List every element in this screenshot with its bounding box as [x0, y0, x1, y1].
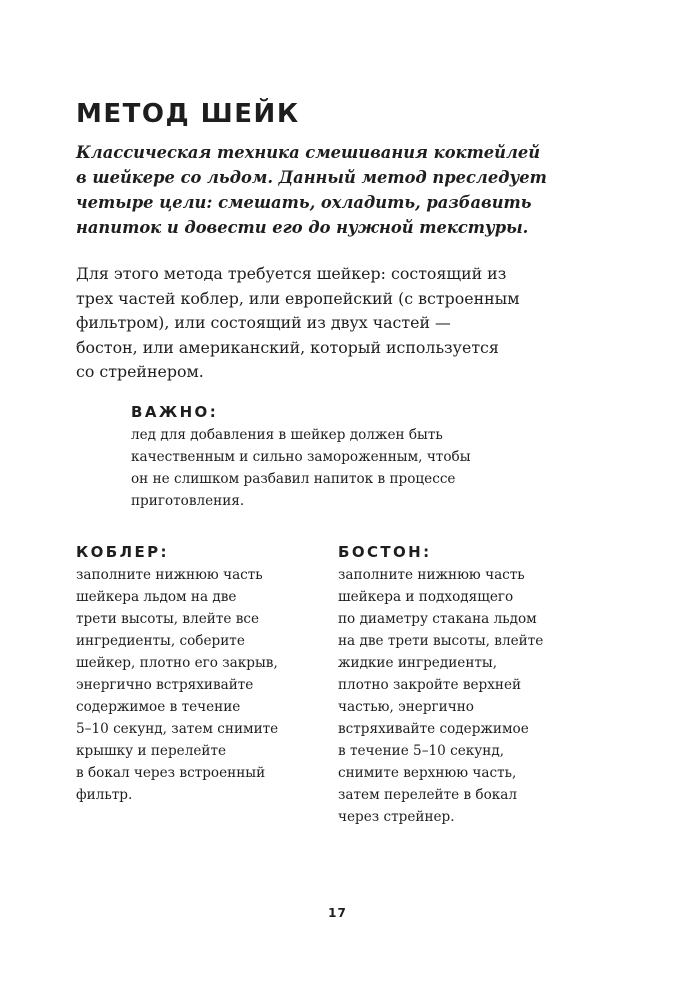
lead-line: четыре цели: смешать, охладить, разбавить: [76, 193, 532, 212]
boston-line: на две трети высоты, влейте: [338, 633, 544, 649]
cobbler-line: энергично встряхивайте: [76, 677, 254, 693]
cobbler-line: заполните нижнюю часть: [76, 567, 263, 583]
lead-line: Классическая техника смешивания коктейлей: [76, 143, 541, 162]
cobbler-line: 5–10 секунд, затем снимите: [76, 721, 279, 737]
cobbler-line: шейкер, плотно его закрыв,: [76, 655, 278, 671]
cobbler-section: [76, 540, 326, 806]
lead-line: в шейкере со льдом. Данный метод преследует: [76, 168, 547, 187]
note-line: лед для добавления в шейкер должен быть: [131, 427, 443, 443]
boston-line: плотно закройте верхней: [338, 677, 522, 693]
boston-label: БОСТОН:: [338, 543, 432, 561]
cobbler-line: фильтр.: [76, 787, 133, 803]
cobbler-line: содержимое в течение: [76, 699, 241, 715]
body-paragraph: [76, 262, 616, 385]
important-note-text: [131, 424, 571, 512]
body-line: фильтром), или состоящий из двух частей —: [76, 313, 451, 333]
boston-line: в течение 5–10 секунд,: [338, 743, 505, 759]
boston-section: [338, 540, 588, 828]
cobbler-line: трети высоты, влейте все: [76, 611, 260, 627]
page-number: 17: [328, 906, 347, 920]
lead-paragraph: [76, 140, 596, 240]
boston-line: затем перелейте в бокал: [338, 787, 518, 803]
boston-line: снимите верхнюю часть,: [338, 765, 517, 781]
body-line: со стрейнером.: [76, 362, 204, 382]
boston-line: встряхивайте содержимое: [338, 721, 529, 737]
cobbler-line: крышку и перелейте: [76, 743, 227, 759]
cobbler-label: КОБЛЕР:: [76, 543, 169, 561]
note-line: качественным и сильно замороженным, чтобы: [131, 449, 471, 465]
boston-line: частью, энергично: [338, 699, 474, 715]
boston-line: жидкие ингредиенты,: [338, 655, 498, 671]
boston-line: заполните нижнюю часть: [338, 567, 525, 583]
note-line: он не слишком разбавил напиток в процессе: [131, 471, 456, 487]
important-note: [131, 400, 571, 512]
important-note-label: ВАЖНО:: [131, 403, 219, 421]
boston-line: шейкера и подходящего: [338, 589, 514, 605]
lead-line: напиток и довести его до нужной текстуры.: [76, 218, 529, 237]
cobbler-text: [76, 564, 326, 806]
cobbler-line: ингредиенты, соберите: [76, 633, 245, 649]
note-line: приготовления.: [131, 493, 245, 509]
cobbler-line: в бокал через встроенный: [76, 765, 266, 781]
boston-line: через стрейнер.: [338, 809, 455, 825]
boston-line: по диаметру стакана льдом: [338, 611, 537, 627]
body-line: Для этого метода требуется шейкер: состоящий из: [76, 264, 507, 283]
page-title: МЕТОД ШЕЙК: [76, 99, 300, 129]
body-line: трех частей коблер, или европейский (с встроенным: [76, 288, 520, 308]
boston-text: [338, 564, 588, 828]
body-line: бостон, или американский, который используется: [76, 337, 499, 357]
cobbler-line: шейкера льдом на две: [76, 589, 237, 605]
